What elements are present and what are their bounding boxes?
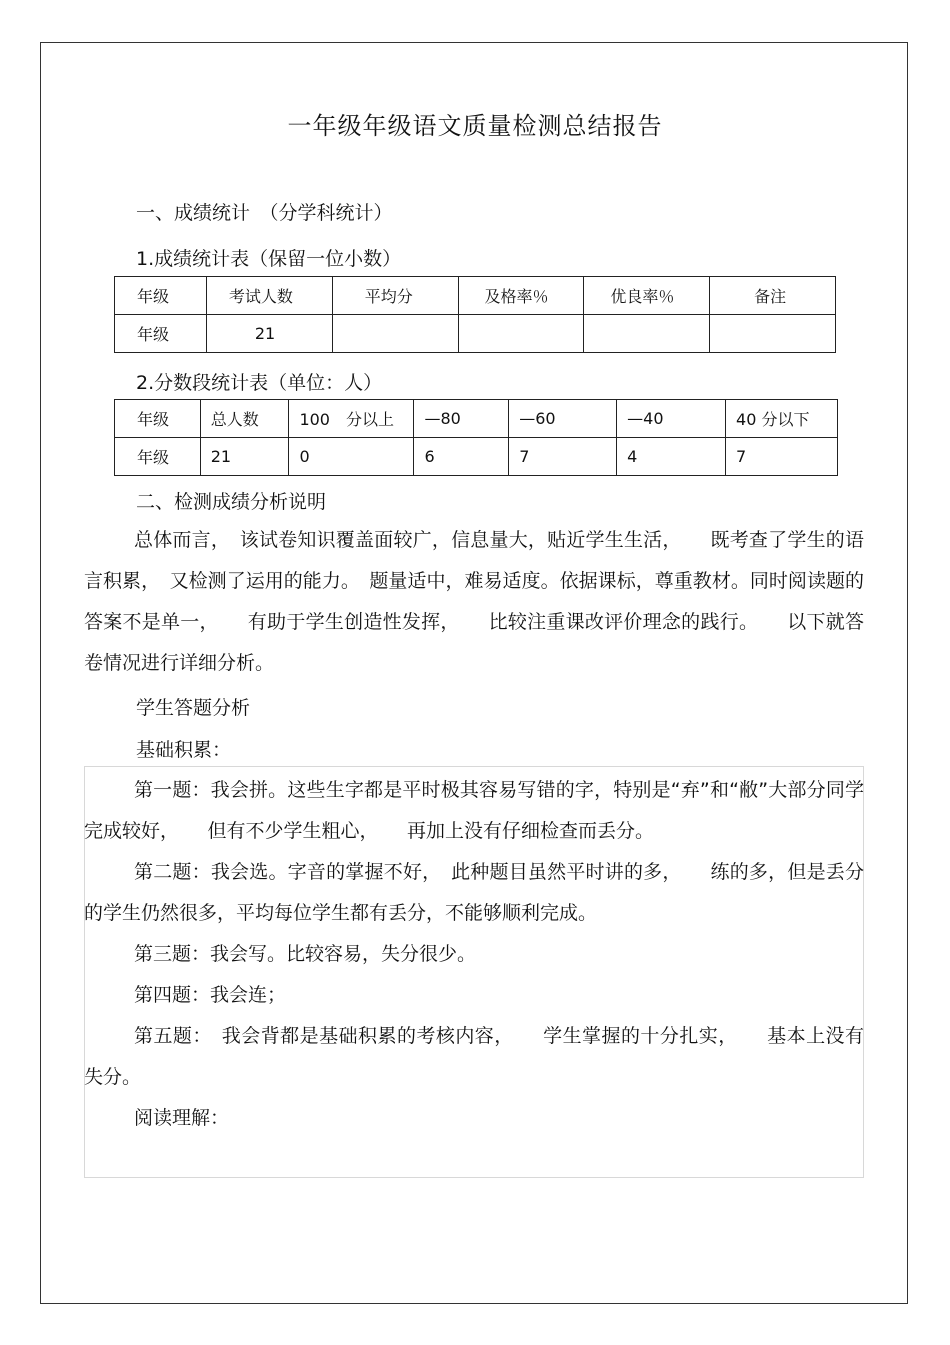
page-title: 一年级年级语文质量检测总结报告 xyxy=(287,112,663,140)
reading-heading: 阅读理解： xyxy=(134,1107,230,1129)
table-header-cell: 优良率％ xyxy=(584,277,710,315)
table-header-cell: 年级 xyxy=(115,400,201,438)
score-range-table xyxy=(114,399,838,476)
table-cell: 7 xyxy=(726,438,838,476)
table-row xyxy=(115,315,836,353)
table-cell: 21 xyxy=(200,438,289,476)
table-cell: 年级 xyxy=(115,315,207,353)
table-2-caption: 2.分数段统计表（单位：人） xyxy=(136,372,383,394)
table-1-caption: 1.成绩统计表（保留一位小数） xyxy=(136,248,402,270)
question-4-text: 第四题：我会连； xyxy=(134,984,287,1006)
table-cell: 0 xyxy=(289,438,414,476)
question-1-text: 第一题：我会拼。这些生字都是平时极其容易写错的字，特别是“弃”和“敝”大部分同学完成较好， 但有不少学生粗心， 再加上没有仔细检查而丢分。 xyxy=(84,779,864,842)
score-statistics-table xyxy=(114,276,836,353)
question-5-text: 第五题： 我会背都是基础积累的考核内容， 学生掌握的十分扎实， 基本上没有失分。 xyxy=(84,1025,864,1088)
table-header-cell: 及格率％ xyxy=(458,277,584,315)
table-cell: 4 xyxy=(617,438,726,476)
table-cell xyxy=(584,315,710,353)
table-header-cell: —60 xyxy=(509,400,617,438)
table-cell: 21 xyxy=(206,315,332,353)
question-analysis xyxy=(84,770,864,1139)
student-analysis-heading: 学生答题分析 xyxy=(136,697,251,719)
section-2-heading: 二、检测成绩分析说明 xyxy=(136,491,327,513)
table-cell xyxy=(332,315,458,353)
table-header-cell: 40 分以下 xyxy=(726,400,838,438)
summary-text: 总体而言， 该试卷知识覆盖面较广，信息量大，贴近学生生活， 既考查了学生的语言积累， 又检测了运用的能力。 题量适中，难易适度。依据课标，尊重教材。同时阅读题的答案不是单一， 有助于学生创造性发挥， 比较注重课改评价理念的践行。 以下就答卷情况进行详细分析。 xyxy=(84,529,864,674)
table-cell: 6 xyxy=(414,438,509,476)
table-cell: 7 xyxy=(509,438,617,476)
table-header-cell: 考试人数 xyxy=(206,277,332,315)
question-3-text: 第三题：我会写。比较容易，失分很少。 xyxy=(134,943,477,965)
table-header-cell: 100 分以上 xyxy=(289,400,414,438)
question-2-text: 第二题：我会选。字音的掌握不好， 此种题目虽然平时讲的多， 练的多，但是丢分的学生仍然很多，平均每位学生都有丢分，不能够顺利完成。 xyxy=(84,861,864,924)
table-header-row xyxy=(115,400,838,438)
basic-accumulation-heading: 基础积累： xyxy=(136,739,232,761)
section-1-heading: 一、成绩统计 （分学科统计） xyxy=(136,202,393,224)
table-header-cell: 平均分 xyxy=(332,277,458,315)
table-cell xyxy=(458,315,584,353)
table-row xyxy=(115,438,838,476)
table-header-cell: 总人数 xyxy=(200,400,289,438)
table-header-cell: 备注 xyxy=(710,277,836,315)
table-header-cell: 年级 xyxy=(115,277,207,315)
table-header-cell: —80 xyxy=(414,400,509,438)
table-header-row xyxy=(115,277,836,315)
summary-paragraph xyxy=(84,520,864,684)
table-cell: 年级 xyxy=(115,438,201,476)
table-cell xyxy=(710,315,836,353)
table-header-cell: —40 xyxy=(617,400,726,438)
